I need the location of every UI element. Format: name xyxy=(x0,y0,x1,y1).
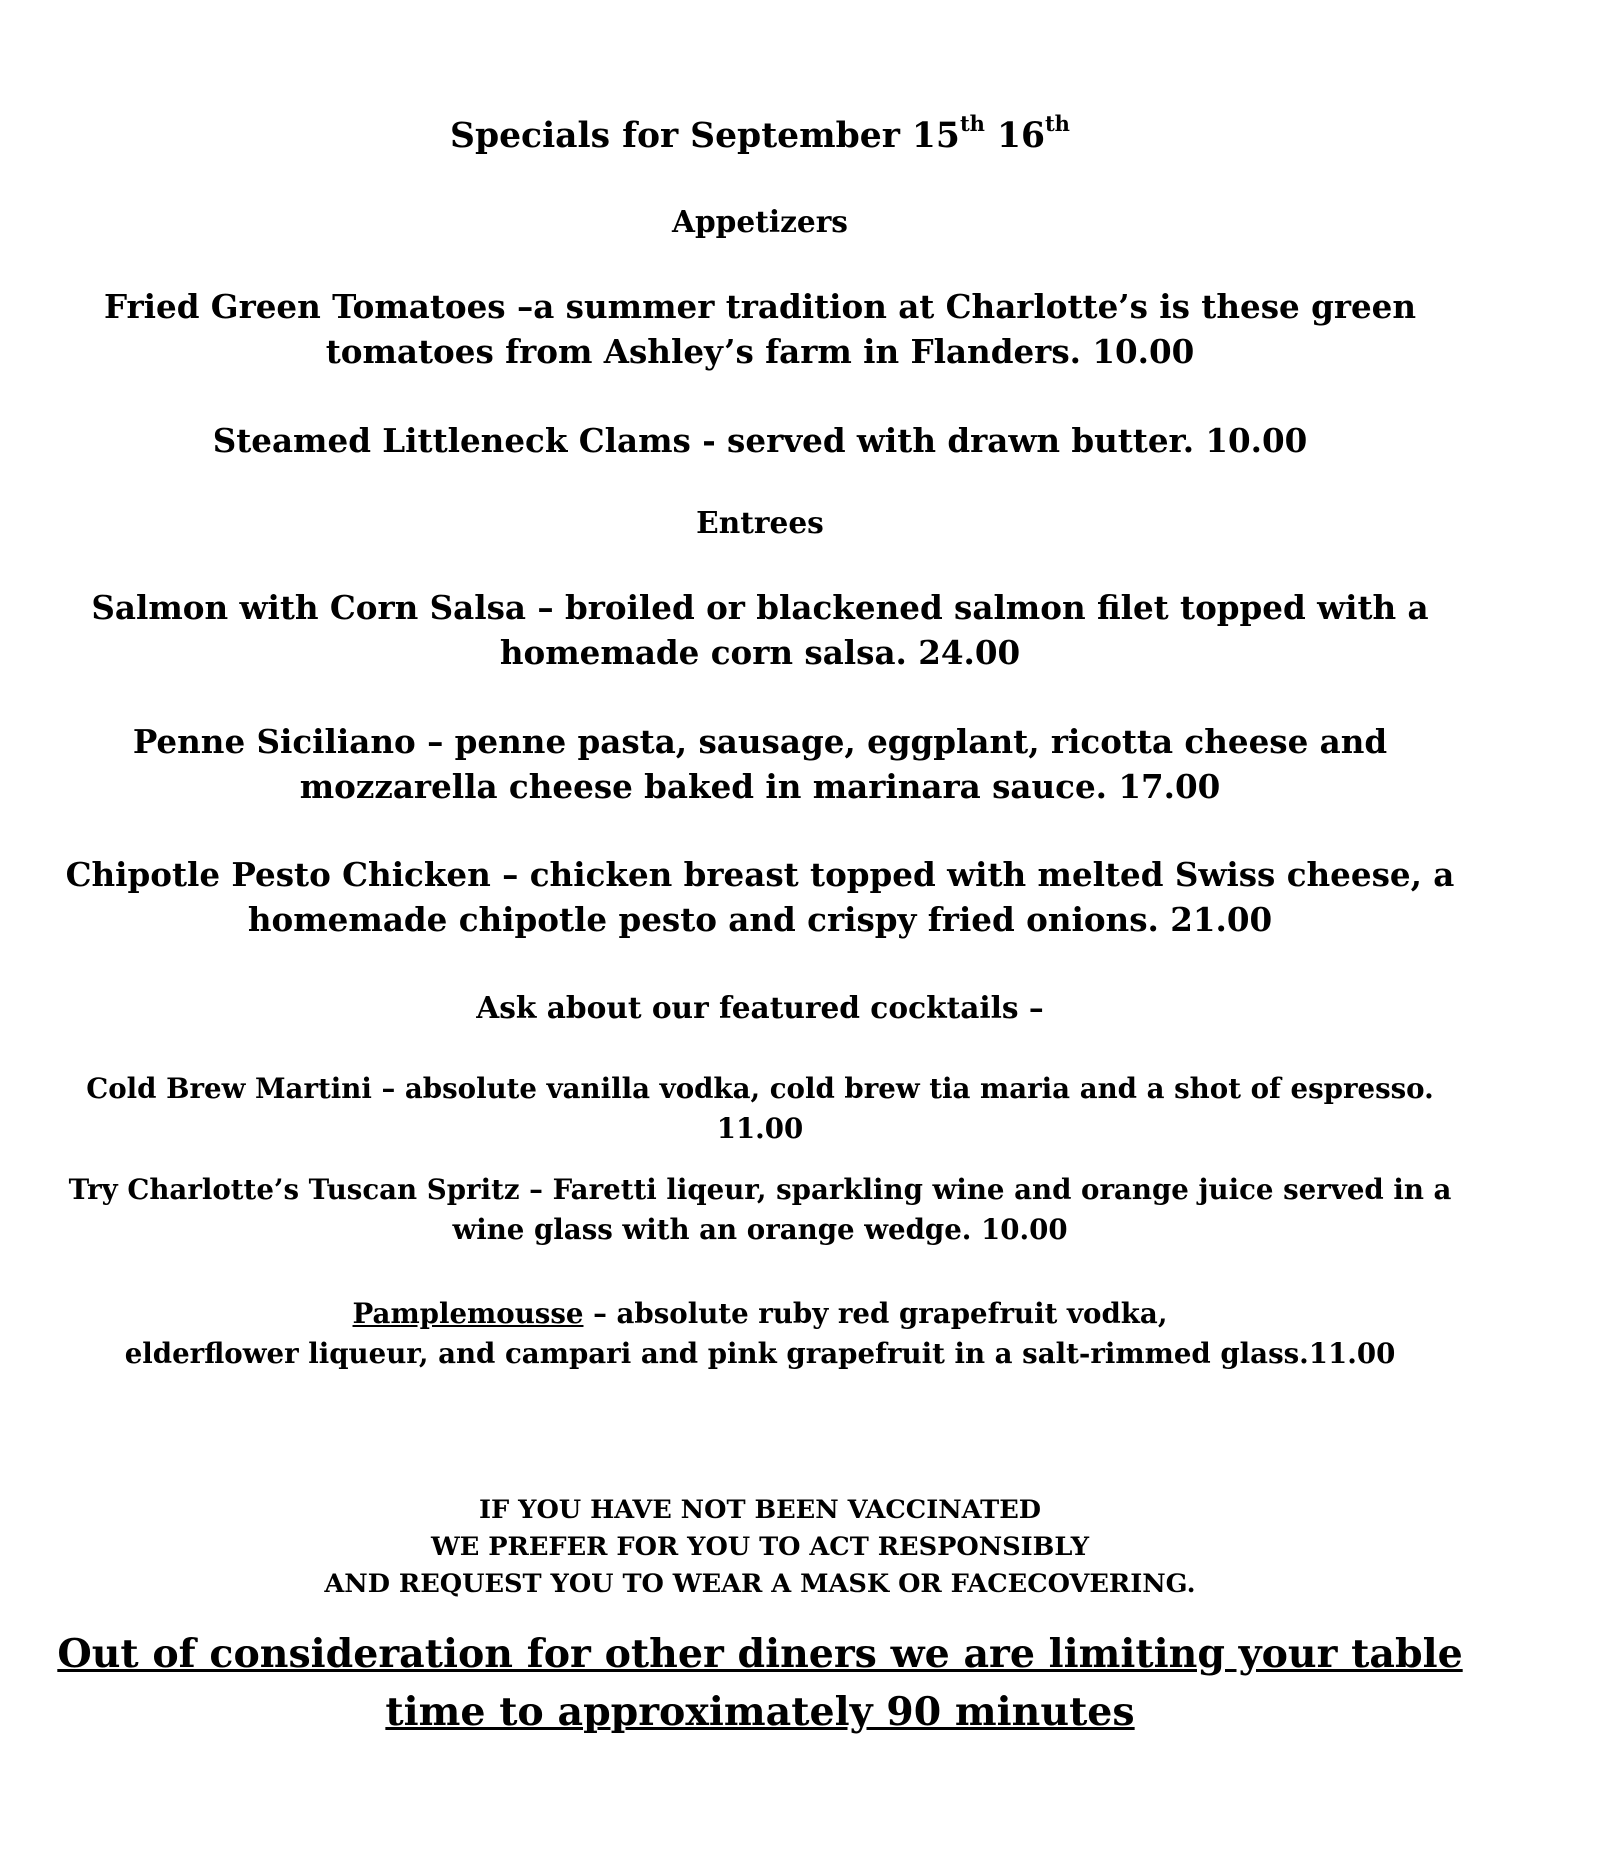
appetizers-heading: Appetizers xyxy=(672,204,848,239)
appetizer-item xyxy=(0,418,1520,463)
cocktail-item-line: 11.00 xyxy=(716,1112,804,1145)
entree-item-line: mozzarella cheese baked in marinara sauce. 17.00 xyxy=(299,767,1221,806)
cocktail-item xyxy=(0,1069,1520,1149)
page-title xyxy=(0,111,1520,156)
entree-item-line: Penne Siciliano – penne pasta, sausage, eggplant, ricotta cheese and xyxy=(132,722,1388,761)
entree-item-line: Chipotle Pesto Chicken – chicken breast topped with melted Swiss cheese, a xyxy=(65,855,1455,894)
entree-item xyxy=(0,852,1520,942)
title-text-2: 16 xyxy=(984,116,1045,156)
cocktail-item-line: Try Charlotte’s Tuscan Spritz – Faretti liqeur, sparkling wine and orange juice served in a xyxy=(68,1173,1452,1206)
cocktail-item-line: wine glass with an orange wedge. 10.00 xyxy=(452,1213,1068,1246)
cocktail-description: – absolute ruby red grapefruit vodka, xyxy=(583,1297,1168,1330)
title-superscript-2: th xyxy=(1044,111,1070,136)
cocktail-item xyxy=(0,1294,1520,1374)
notice-line: IF YOU HAVE NOT BEEN VACCINATED xyxy=(479,1495,1041,1525)
appetizer-item-line: Fried Green Tomatoes –a summer tradition at Charlotte’s is these green xyxy=(103,287,1417,326)
entree-item-line: Salmon with Corn Salsa – broiled or blackened salmon filet topped with a xyxy=(91,588,1429,627)
appetizer-item-line: tomatoes from Ashley’s farm in Flanders. 10.00 xyxy=(325,332,1195,371)
vaccination-notice xyxy=(0,1492,1520,1603)
appetizer-item xyxy=(0,284,1520,374)
table-time-notice xyxy=(0,1625,1520,1741)
entree-item-line: homemade corn salsa. 24.00 xyxy=(499,633,1021,672)
notice-line: Out of consideration for other diners we are limiting your table xyxy=(57,1631,1463,1677)
entree-item-line: homemade chipotle pesto and crispy fried onions. 21.00 xyxy=(247,900,1273,939)
title-text: Specials for September 15 xyxy=(450,116,960,156)
cocktail-item-line: elderflower liqueur, and campari and pink grapefruit in a salt-rimmed glass.11.00 xyxy=(124,1337,1396,1370)
entrees-heading: Entrees xyxy=(696,505,824,540)
notice-line: AND REQUEST YOU TO WEAR A MASK OR FACECOVERING. xyxy=(324,1569,1196,1599)
cocktail-item-line: Cold Brew Martini – absolute vanilla vodka, cold brew tia maria and a shot of espresso. xyxy=(86,1072,1434,1105)
cocktail-item-line xyxy=(0,1294,1520,1334)
entree-item xyxy=(0,585,1520,675)
cocktail-name: Pamplemousse xyxy=(352,1297,584,1330)
notice-line: time to approximately 90 minutes xyxy=(385,1689,1135,1735)
notice-line: WE PREFER FOR YOU TO ACT RESPONSIBLY xyxy=(430,1532,1090,1562)
cocktails-heading: Ask about our featured cocktails – xyxy=(476,990,1044,1025)
cocktail-item xyxy=(0,1170,1520,1250)
entree-item xyxy=(0,719,1520,809)
appetizer-item-line: Steamed Littleneck Clams - served with drawn butter. 10.00 xyxy=(212,421,1308,460)
title-superscript-1: th xyxy=(959,111,985,136)
